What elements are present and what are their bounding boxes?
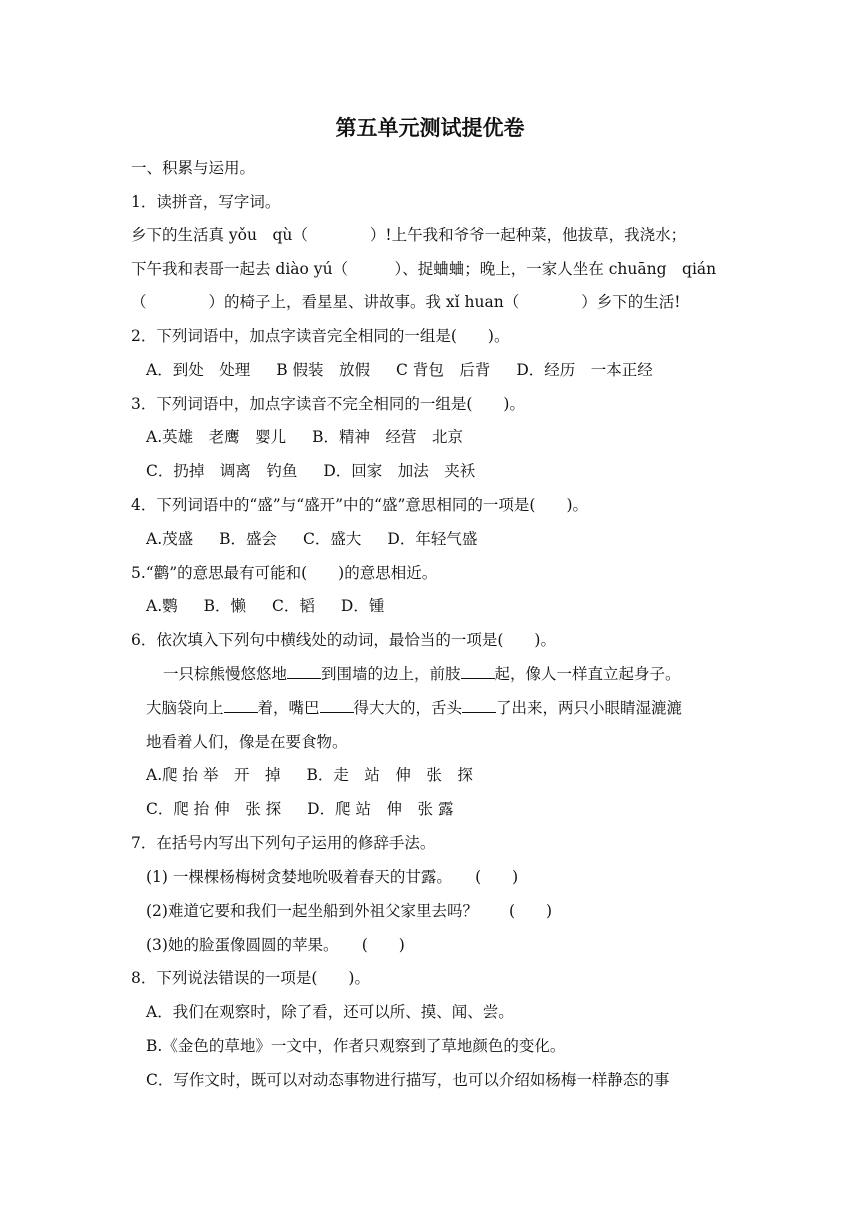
question-6-stem: 6．依次填入下列句中横线处的动词，最恰当的一项是( )。 xyxy=(131,631,556,649)
question-1-line-3: （ ）的椅子上，看星星、讲故事。我 xǐ huan（ ）乡下的生活! xyxy=(131,293,681,311)
option-c: C．爬 抬 伸 张 探 xyxy=(146,800,282,818)
option-d: D．经历 一本正经 xyxy=(516,361,653,379)
passage-text: 得大大的，舌头 xyxy=(353,699,463,717)
question-6-options-row-2 xyxy=(146,798,453,820)
option-a: A.鹦 xyxy=(146,597,178,615)
fill-blank xyxy=(320,698,354,713)
question-6-passage-line-2 xyxy=(146,697,682,719)
question-5-stem: 5.“鹳”的意思最有可能和( )的意思相近。 xyxy=(131,564,438,582)
option-b: B．精神 经营 北京 xyxy=(312,428,464,446)
passage-text: 了出来，两只小眼睛湿漉漉 xyxy=(496,699,683,717)
question-1-line-1: 乡下的生活真 yǒu qù（ ）!上午我和爷爷一起种菜，他拔草，我浇水； xyxy=(131,226,687,244)
question-6-options-row-1 xyxy=(146,764,473,786)
option-b: B．盛会 xyxy=(219,530,278,548)
question-2-options xyxy=(146,359,653,381)
passage-text: 到围墙的边上，前肢 xyxy=(321,665,461,683)
option-b: B 假装 放假 xyxy=(276,361,371,379)
option-b: B．走 站 伸 张 探 xyxy=(306,766,473,784)
question-7-sentence-1: (1) 一棵棵杨梅树贪婪地吮吸着春天的甘露。 ( ) xyxy=(146,868,519,886)
question-4-options xyxy=(146,528,477,550)
option-c: C．扔掉 调离 钓鱼 xyxy=(146,462,298,480)
fill-blank xyxy=(287,664,321,679)
option-d: D．锺 xyxy=(340,597,385,615)
question-6-passage-line-1 xyxy=(163,663,681,685)
option-d: D．年轻气盛 xyxy=(387,530,478,548)
option-a: A．到处 处理 xyxy=(146,361,251,379)
option-c: C．韬 xyxy=(272,597,315,615)
option-d: D．爬 站 伸 张 露 xyxy=(307,800,454,818)
question-8-option-a: A．我们在观察时，除了看，还可以所、摸、闻、尝。 xyxy=(146,1003,514,1021)
option-a: A.爬 抬 举 开 掉 xyxy=(146,766,281,784)
option-d: D．回家 加法 夹袄 xyxy=(323,462,476,480)
passage-text: 起，像人一样直立起身子。 xyxy=(494,665,681,683)
option-c: C 背包 后背 xyxy=(396,361,491,379)
question-1-line-2: 下午我和表哥一起去 diào yú（ ）、捉蛐蛐；晚上，一家人坐在 chuāng qián xyxy=(131,260,717,278)
question-4-stem: 4．下列词语中的“盛”与“盛开”中的“盛”意思相同的一项是( )。 xyxy=(131,496,589,514)
option-a: A.茂盛 xyxy=(146,530,194,548)
question-5-options xyxy=(146,595,384,617)
passage-text: 大脑袋向上 xyxy=(146,699,224,717)
question-8-stem: 8．下列说法错误的一项是( )。 xyxy=(131,969,370,987)
fill-blank xyxy=(224,698,258,713)
question-3-stem: 3．下列词语中，加点字读音不完全相同的一组是( )。 xyxy=(131,395,525,413)
section-heading: 一、积累与运用。 xyxy=(131,159,256,177)
option-a: A.英雄 老鹰 婴儿 xyxy=(146,428,287,446)
question-7-sentence-2: (2)难道它要和我们一起坐船到外祖父家里去吗？ ( ) xyxy=(146,902,553,920)
option-c: C．盛大 xyxy=(303,530,362,548)
question-3-options-row-2 xyxy=(146,460,475,482)
fill-blank xyxy=(462,698,496,713)
question-8-option-b: B.《金色的草地》一文中，作者只观察到了草地颜色的变化。 xyxy=(146,1037,566,1055)
question-7-stem: 7．在括号内写出下列句子运用的修辞手法。 xyxy=(131,834,436,852)
question-3-options-row-1 xyxy=(146,426,463,448)
question-6-passage-line-3: 地看着人们，像是在要食物。 xyxy=(146,733,348,751)
question-1-stem: 1．读拼音，写字词。 xyxy=(131,193,281,211)
question-2-stem: 2．下列词语中，加点字读音完全相同的一组是( )。 xyxy=(131,327,510,345)
option-b: B．懒 xyxy=(203,597,247,615)
passage-text: 一只棕熊慢悠悠地 xyxy=(163,665,288,683)
question-8-option-c: C．写作文时，既可以对动态事物进行描写，也可以介绍如杨梅一样静态的事 xyxy=(146,1071,670,1089)
passage-text: 着，嘴巴 xyxy=(257,699,320,717)
page-title: 第五单元测试提优卷 xyxy=(335,116,525,140)
question-7-sentence-3: (3)她的脸蛋像圆圆的苹果。 ( ) xyxy=(146,936,405,954)
fill-blank xyxy=(461,664,495,679)
